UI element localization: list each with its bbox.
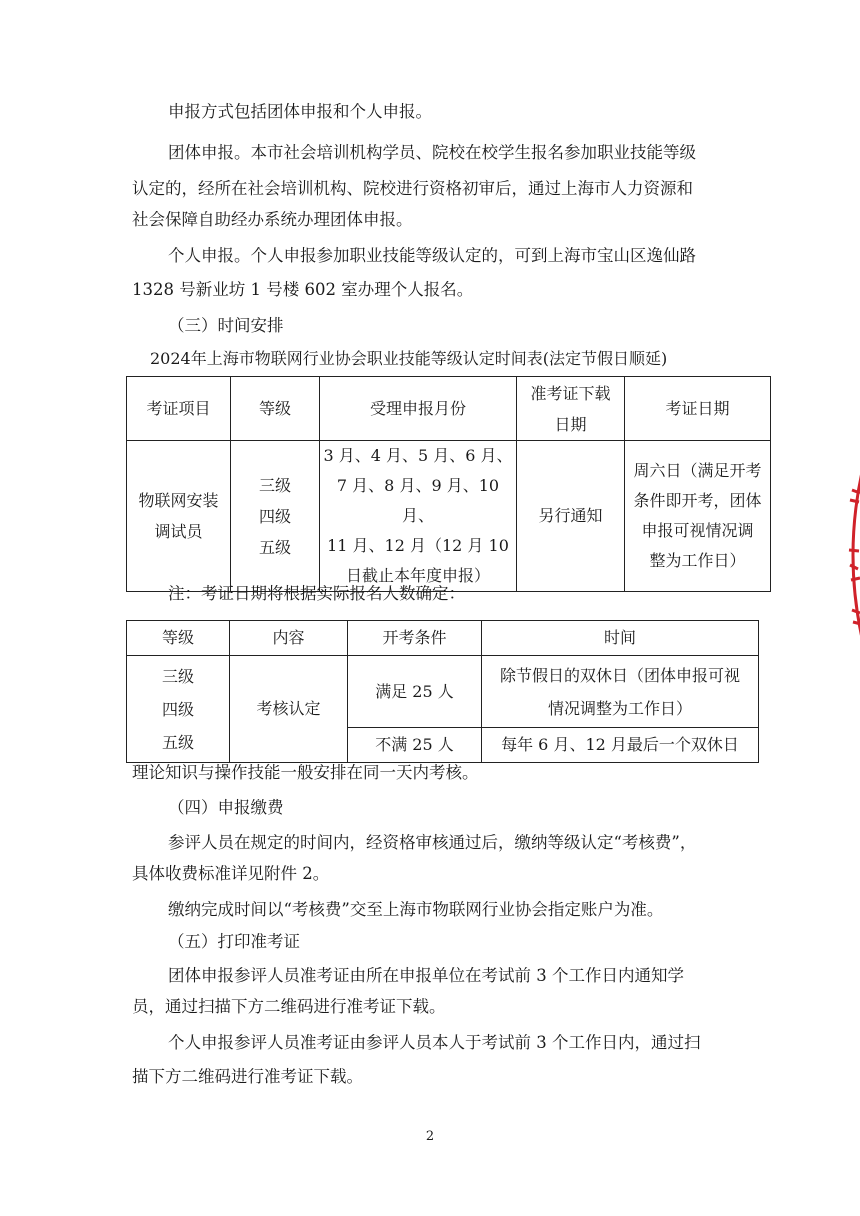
cell-condition-met: 满足 25 人: [348, 656, 482, 728]
header-condition: 开考条件: [348, 621, 482, 656]
paragraph-fee-line-1: 参评人员在规定的时间内，经资格审核通过后，缴纳等级认定“考核费”，: [168, 833, 697, 852]
section-heading-schedule: （三）时间安排: [168, 316, 284, 335]
paragraph-individual-admission-line-1: 个人申报参评人员准考证由参评人员本人于考试前 3 个工作日内，通过扫: [168, 1033, 701, 1052]
cell-exam-date: 周六日（满足开考 条件即开考，团体 申报可视情况调 整为工作日）: [625, 441, 771, 592]
red-seal-edge: [840, 470, 860, 640]
paragraph-individual-line-2: 1328 号新业坊 1 号楼 602 室办理个人报名。: [132, 280, 474, 299]
header-exam-date: 考证日期: [625, 377, 771, 441]
cell-months: 3 月、4 月、5 月、6 月、 7 月、8 月、9 月、10 月、 11 月、12 月（12 月 10 日截止本年度申报）: [320, 441, 517, 592]
header-time: 时间: [482, 621, 759, 656]
page-number: 2: [425, 1129, 435, 1144]
header-level: 等级: [127, 621, 230, 656]
cell-condition-unmet: 不满 25 人: [348, 728, 482, 763]
paragraph-individual-line-1: 个人申报。个人申报参加职业技能等级认定的，可到上海市宝山区逸仙路: [168, 246, 696, 265]
table-note: 注：考证日期将根据实际报名人数确定：: [168, 584, 465, 603]
cell-content: 考核认定: [230, 656, 348, 763]
paragraph-fee-deadline: 缴纳完成时间以“考核费”交至上海市物联网行业协会指定账户为准。: [168, 900, 664, 919]
paragraph-fee-line-2: 具体收费标准详见附件 2。: [132, 864, 330, 883]
paragraph-group-line-3: 社会保障自助经办系统办理团体申报。: [132, 210, 413, 229]
paragraph-declaration-method: 申报方式包括团体申报和个人申报。: [168, 102, 432, 121]
cell-time-unmet: 每年 6 月、12 月最后一个双休日: [482, 728, 759, 763]
header-download: 准考证下载 日期: [517, 377, 625, 441]
cell-download: 另行通知: [517, 441, 625, 592]
cell-time-met: 除节假日的双休日（团体申报可视 情况调整为工作日）: [482, 656, 759, 728]
cell-levels: 三级 四级 五级: [231, 441, 320, 592]
header-level: 等级: [231, 377, 320, 441]
cell-levels: 三级 四级 五级: [127, 656, 230, 763]
section-heading-admission: （五）打印准考证: [168, 932, 300, 951]
cell-project: 物联网安装 调试员: [127, 441, 231, 592]
schedule-table: [126, 376, 771, 592]
paragraph-group-admission-line-1: 团体申报参评人员准考证由所在申报单位在考试前 3 个工作日内通知学: [168, 966, 684, 985]
header-project: 考证项目: [127, 377, 231, 441]
paragraph-group-line-1: 团体申报。本市社会培训机构学员、院校在校学生报名参加职业技能等级: [168, 143, 696, 162]
paragraph-group-admission-line-2: 员，通过扫描下方二维码进行准考证下载。: [132, 997, 446, 1016]
paragraph-individual-admission-line-2: 描下方二维码进行准考证下载。: [132, 1067, 363, 1086]
section-heading-fee: （四）申报缴费: [168, 798, 284, 817]
paragraph-theory-practice: 理论知识与操作技能一般安排在同一天内考核。: [132, 763, 479, 782]
header-months: 受理申报月份: [320, 377, 517, 441]
exam-condition-table: [126, 620, 759, 763]
table-caption: 2024年上海市物联网行业协会职业技能等级认定时间表(法定节假日顺延): [150, 349, 668, 368]
header-content: 内容: [230, 621, 348, 656]
paragraph-group-line-2: 认定的，经所在社会培训机构、院校进行资格初审后，通过上海市人力资源和: [132, 179, 693, 198]
